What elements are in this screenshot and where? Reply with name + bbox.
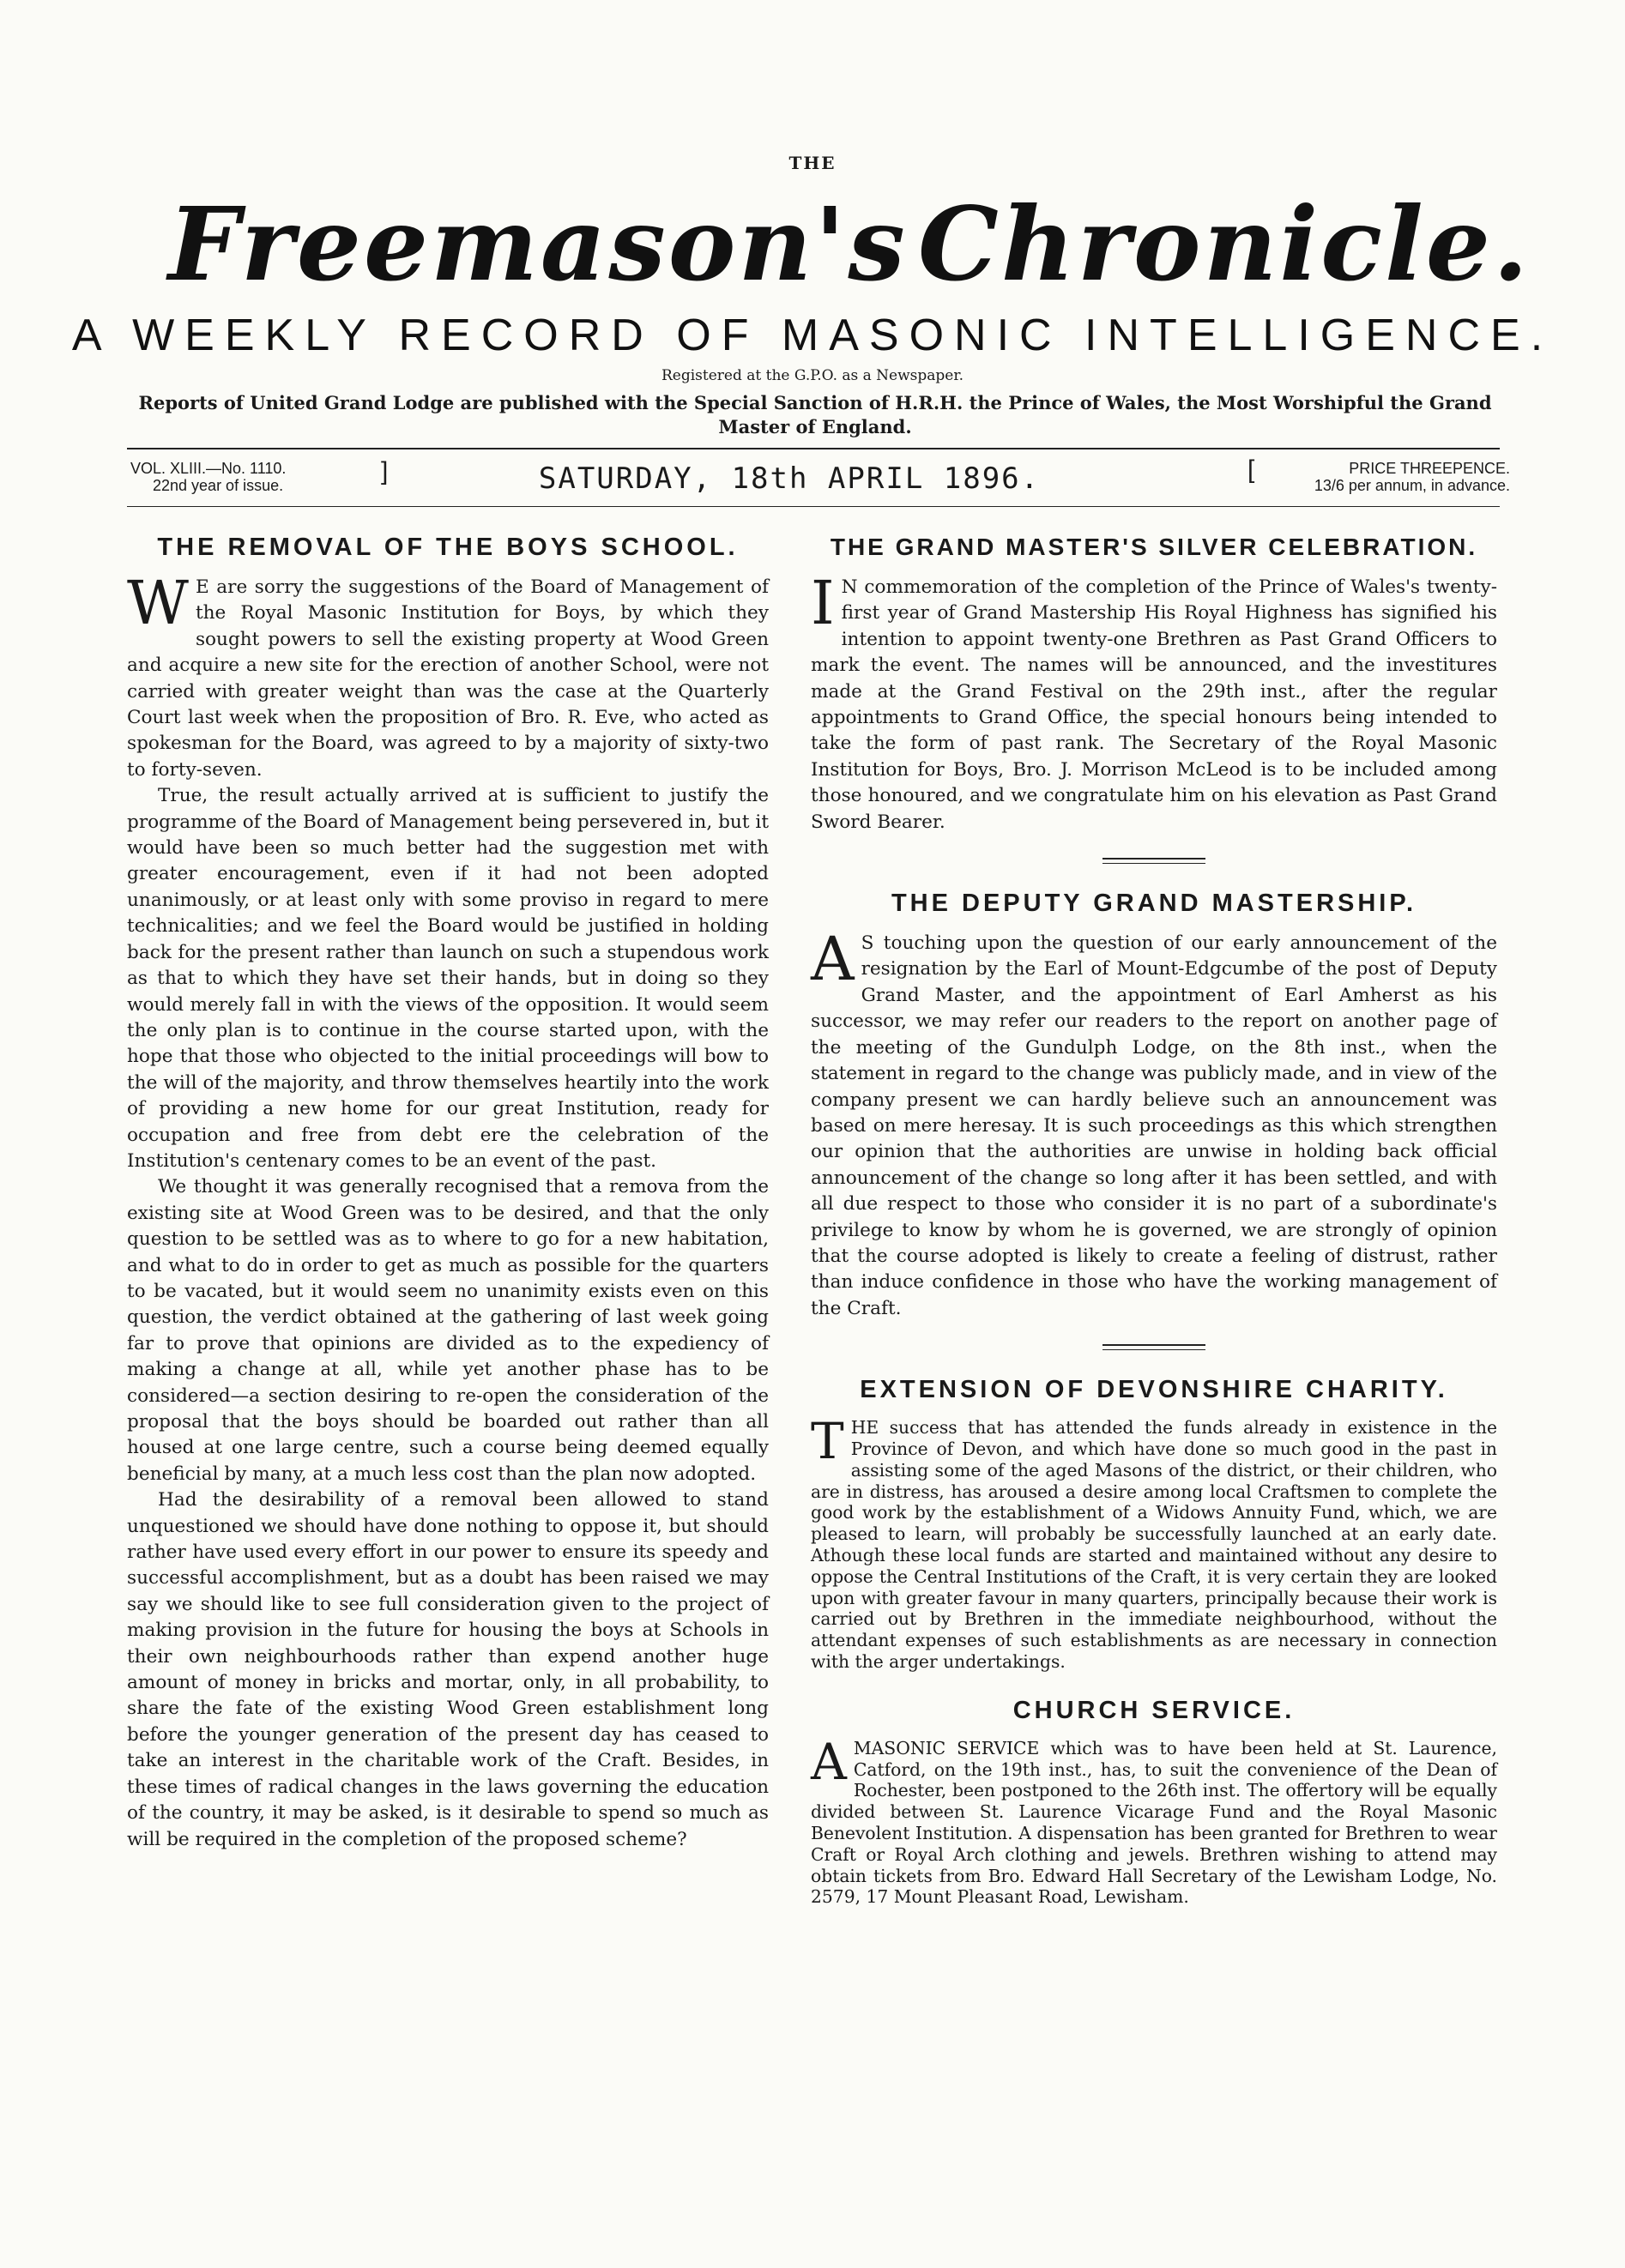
masthead-the: THE — [788, 153, 837, 173]
article-title-deputy: THE DEPUTY GRAND MASTERSHIP. — [891, 890, 1417, 918]
issue-volume: VOL. XLIII.—No. 1110. — [130, 460, 287, 477]
drop-cap: A — [811, 924, 855, 995]
issue-rule-bottom — [127, 506, 1500, 507]
drop-cap: I — [811, 568, 835, 638]
article-paragraph — [127, 568, 769, 783]
article-paragraph — [811, 1732, 1497, 1908]
article-paragraph: Had the desirability of a removal been allowed to stand unquestioned we should have done nothing to oppose it, but should rather have used every effort in our power to ensure its speedy and successful accomplishment, but as a doubt has been raised we may say we should like to see full consideration given to the project of making provision in the future for housing the boys at Schools in their own neighbourhoods rather than expend another huge amount of money in bricks and mortar, only, in all probability, to share the fate of the existing Wood Green establishment long before the younger generation of the present day has ceased to take an interest in the charitable work of the Craft. Besides, in these times of radical changes in the laws governing the education of the country, it may be asked, is it desirable to spend so much as will be required in the completion of the proposed scheme? — [127, 1489, 769, 1850]
column-right — [811, 532, 1497, 1908]
column-left — [127, 532, 769, 1853]
article-title-devonshire: EXTENSION OF DEVONSHIRE CHARITY. — [860, 1376, 1448, 1404]
article-paragraph — [811, 568, 1497, 835]
bracket-right: ] — [381, 457, 389, 486]
article-title-silver: THE GRAND MASTER'S SILVER CELEBRATION. — [830, 534, 1478, 560]
drop-cap: W — [127, 568, 189, 638]
issue-date: SATURDAY, 18th APRIL 1896. — [538, 461, 1041, 496]
issue-annum: 13/6 per annum, in advance. — [1314, 477, 1510, 494]
paragraph-text: S touching upon the question of our early announcement of the resignation by the Earl of Mount-Edgcumbe of the post of Deputy Grand Master, and the appointment of Earl Amherst as his successor, we may refer our readers to the report on another page of the meeting of the Gundulph Lodge, on the 8th inst., when the statement in regard to the change was publicly made, and in view of the company present we can hardly believe such an announcement was based on mere heresay. It is such proceedings as this which strengthen our opinion that the authorities are unwise in holding back official announcement of the change so long after it has been settled, and with all due respect to those who consider it is no part of a subordinate's privilege to know by whom he is governed, we are strongly of opinion that the course adopted is likely to create a feeling of distrust, rather than induce confidence in those who have the working management of the Craft. — [811, 932, 1497, 1319]
drop-cap: A — [811, 1732, 847, 1791]
issue-year: 22nd year of issue. — [153, 477, 284, 494]
masthead-subtitle: A WEEKLY RECORD OF MASONIC INTELLIGENCE. — [71, 311, 1554, 360]
masthead-title-right: Chronicle. — [918, 184, 1531, 304]
drop-cap: T — [811, 1412, 844, 1471]
issue-price: PRICE THREEPENCE. — [1349, 460, 1510, 477]
reports-notice: Reports of United Grand Lodge are published with the Special Sanction of H.R.H. the Prince of Wales, the Most Worshipful the Grand Master of England. — [138, 392, 1492, 437]
article-paragraph — [811, 1412, 1497, 1673]
masthead-title-left: Freemason's — [168, 184, 908, 304]
issue-price-block — [1247, 455, 1510, 494]
article-title-removal: THE REMOVAL OF THE BOYS SCHOOL. — [157, 534, 739, 561]
article-title-church: CHURCH SERVICE. — [1012, 1696, 1296, 1724]
article-paragraph — [811, 924, 1497, 1322]
paragraph-text: N commemoration of the completion of the Prince of Wales's twenty-first year of Grand Mastership His Royal Highness has signified his intention to appoint twenty-one Brethren as Past Grand Officers to mark the event. The names will be announced, and the investitures made at the Grand Festival on the 29th inst., after the regular appointments to Grand Office, the special honours being intended to take the form of past rank. The Secretary of the Royal Masonic Institution for Boys, Bro. J. Morrison McLeod is to be included among those honoured, and we congratulate him on his elevation as Past Grand Sword Bearer. — [811, 576, 1497, 833]
bracket-left: [ — [1247, 455, 1255, 484]
paragraph-text: HE success that has attended the funds already in existence in the Province of Devon, and which have done so much good in the past in assisting some of the aged Masons of the district, or their children, who are in distress, has aroused a desire among local Craftsmen to complete the good work by the establishment of a Widows Annuity Fund, which, we are pleased to learn, will probably be successfully launched at an early date. Athough these local funds are started and maintained without any desire to oppose the Central Institutions of the Craft, it is very certain they are looked upon with greater favour in many quarters, principally because their work is carried out by Brethren in the immediate neighbourhood, without the attendant expenses of such establishments as are necessary in connection with the arger undertakings. — [811, 1417, 1497, 1672]
article-paragraph: True, the result actually arrived at is sufficient to justify the programme of the Board of Management being persevered in, but it would have been so much better had the suggestion met with greater encouragement, even if it had not been adopted unanimously, or at least only with some proviso in regard to mere technicalities; and we feel the Board would be justified in holding back for the present rather than launch on such a stupendous work as that to which they have set their hands, but in doing so they would merely fall in with the views of the opposition. It would seem the only plan is to continue in the course started upon, with the hope that those who objected to the initial proceedings will bow to the will of the majority, and throw themselves heartily into the work of providing a new home for our great Institution, ready for occupation and free from debt ere the celebration of the Institution's centenary comes to be an event of the past. — [127, 785, 769, 1172]
paragraph-text: E are sorry the suggestions of the Board of Management of the Royal Masonic Institution for Boys, by which they sought powers to sell the existing property at Wood Green and acquire a new site for the erection of another School, were not carried with greater weight than was the case at the Quarterly Court last week when the proposition of Bro. R. Eve, who acted as spokesman for the Board, was agreed to by a majority of sixty-two to forty-seven. — [127, 576, 769, 781]
issue-rule-top — [127, 448, 1500, 449]
registered-notice: Registered at the G.P.O. as a Newspaper. — [661, 367, 964, 384]
section-divider — [1102, 1344, 1205, 1350]
article-paragraph: We thought it was generally recognised that a remova from the existing site at Wood Green was to be desired, and that the only question to be settled was as to where to go for a new habitation, and what to do in order to get as much as possible for the quarters to be vacated, but it would seem no unanimity exists even on this question, the verdict obtained at the gathering of last week going far to prove that opinions are divided as to the expediency of making a change at all, while yet another phase has to be considered—a section desiring to re-open the consideration of the proposal that the boys should be boarded out rather than all housed at one large centre, such a course being deemed equally beneficial by many, at a much less cost than the plan now adopted. — [127, 1176, 769, 1485]
section-divider — [1102, 858, 1205, 864]
issue-volume-block — [130, 457, 414, 494]
paragraph-text: MASONIC SERVICE which was to have been held at St. Laurence, Catford, on the 19th inst., has, to suit the convenience of the Dean of Rochester, been postponed to the 26th inst. The offertory will be equally divided between St. Laurence Vicarage Fund and the Royal Masonic Benevolent Institution. A dispensation has been granted for Brethren to wear Craft or Royal Arch clothing and jewels. Brethren wishing to attend may obtain tickets from Bro. Edward Hall Secretary of the Lewisham Lodge, No. 2579, 17 Mount Pleasant Road, Lewisham. — [811, 1737, 1497, 1908]
